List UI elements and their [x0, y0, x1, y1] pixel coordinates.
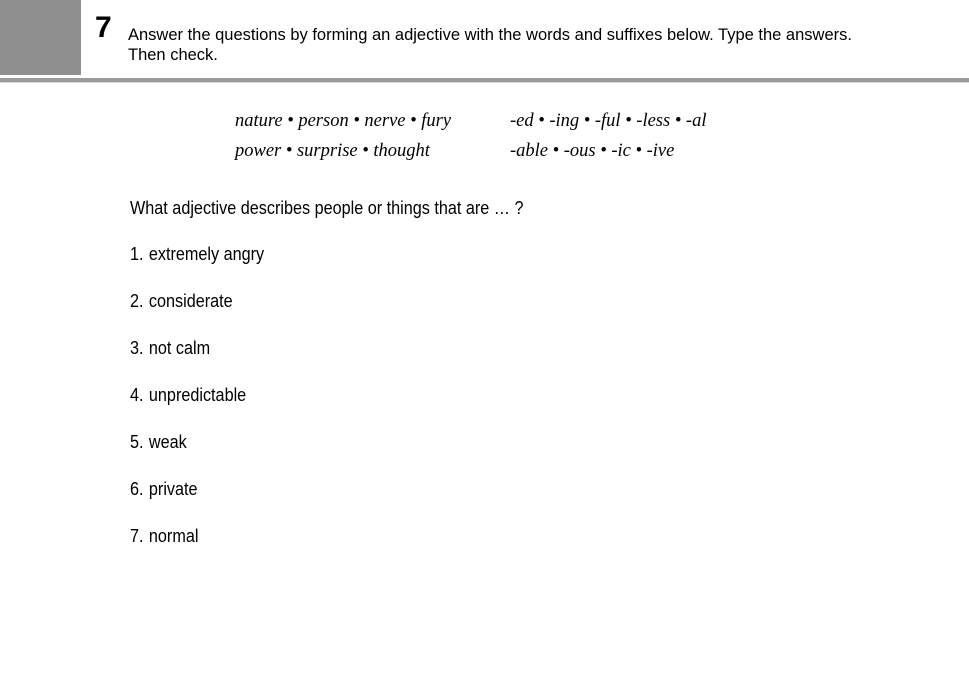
word-bank-suffixes: [510, 106, 706, 166]
question-text: extremely angry: [148, 244, 265, 264]
question-item[interactable]: [130, 430, 264, 477]
question-text: normal: [148, 526, 199, 546]
question-number: 3.: [130, 338, 144, 358]
instruction-line-1: Answer the questions by forming an adjective with the words and suffixes below. Type the answers.: [128, 26, 852, 44]
exercise-instruction: [128, 25, 948, 65]
question-number: 4.: [130, 385, 144, 405]
suffixes-line-2: -able • -ous • -ic • -ive: [510, 141, 675, 161]
question-number: 6.: [130, 479, 144, 499]
question-text: not calm: [148, 338, 211, 358]
question-number: 2.: [130, 291, 144, 311]
question-text: considerate: [148, 291, 233, 311]
header-color-block: [0, 0, 81, 75]
question-number: 5.: [130, 432, 144, 452]
question-text: private: [148, 479, 198, 499]
question-text: unpredictable: [148, 385, 247, 405]
question-item[interactable]: [130, 242, 264, 289]
question-item[interactable]: [130, 336, 264, 383]
question-item[interactable]: [130, 289, 264, 336]
question-item[interactable]: [130, 477, 264, 524]
question-prompt: What adjective describes people or things that are … ?: [130, 198, 524, 218]
question-item[interactable]: [130, 383, 264, 430]
question-list: [130, 242, 279, 571]
question-item[interactable]: [130, 524, 264, 571]
question-text: weak: [148, 432, 187, 452]
words-line-1: nature • person • nerve • fury: [235, 111, 452, 131]
question-number: 1.: [130, 244, 144, 264]
header-divider: [0, 78, 969, 83]
words-line-2: power • surprise • thought: [235, 141, 430, 161]
exercise-number: 7: [95, 11, 112, 44]
suffixes-line-1: -ed • -ing • -ful • -less • -al: [510, 111, 707, 131]
word-bank-words: [235, 106, 451, 166]
instruction-line-2: Then check.: [128, 46, 218, 64]
question-number: 7.: [130, 526, 144, 546]
